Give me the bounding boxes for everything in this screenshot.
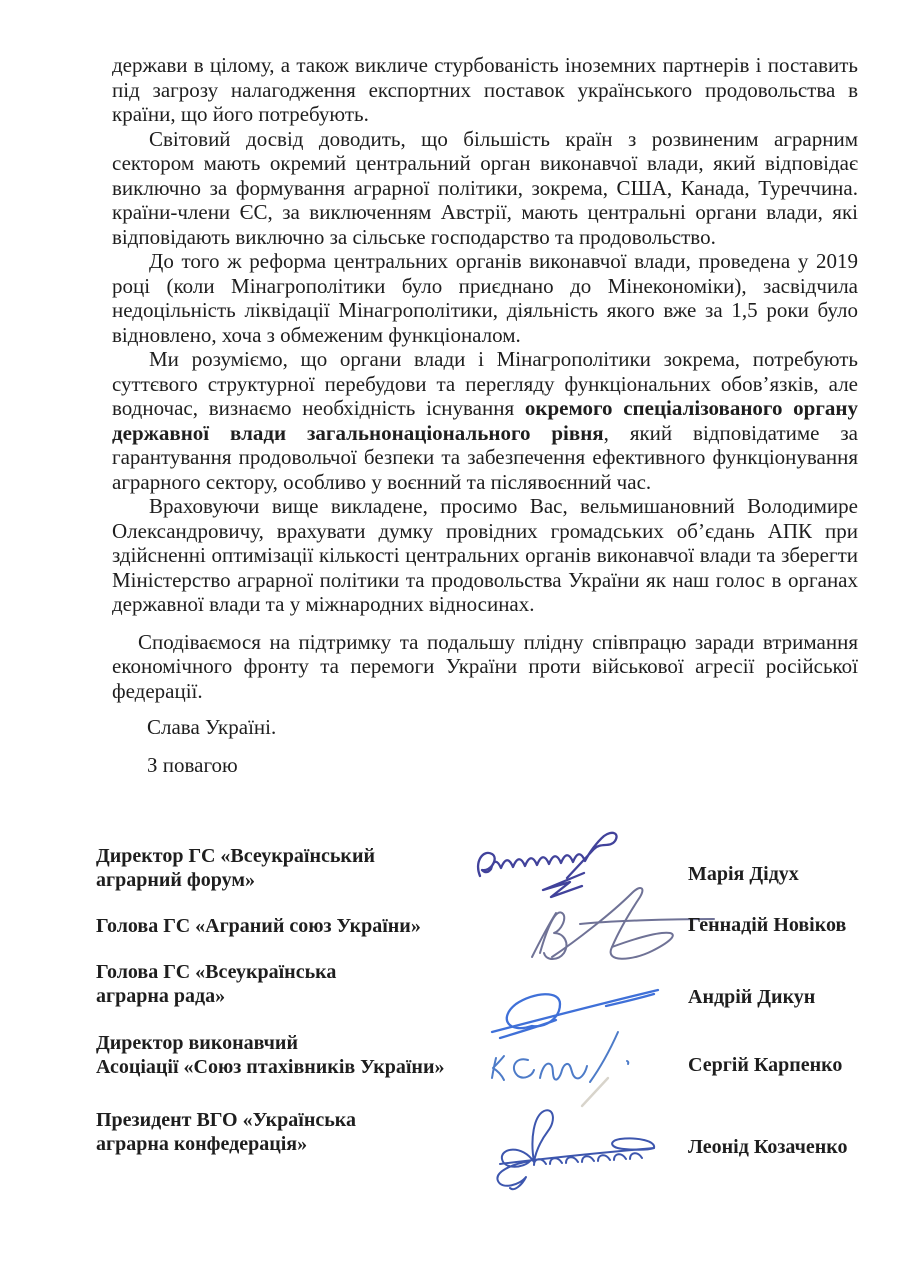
signatory-name-5: Леонід Козаченко xyxy=(688,1136,848,1158)
signatory-name-1: Марія Дідух xyxy=(688,863,799,885)
letter-paragraph-5: Враховуючи вище викладене, просимо Вас, вельмишановний Володимире Олександровичу, врахувати думку провідних громадських об’єдань АПК при здійсненні оптимізації кількості центральних органів виконавчої влади та зберегти Міністерство аграрної політики та продовольства України як наш голос в органах державної влади та у міжнародних відносинах. xyxy=(112,494,858,616)
signatory-name-3: Андрій Дикун xyxy=(688,986,816,1008)
signatory-name-2: Геннадій Новіков xyxy=(688,914,847,936)
signature-ink-4 xyxy=(488,1028,638,1108)
slava-ukraini-line: Слава Україні. xyxy=(147,715,277,739)
letter-paragraph-2: Світовий досвід доводить, що більшість країн з розвиненим аграрним сектором мають окремий центральний орган виконавчої влади, який відповідає виключно за формування аграрної політики, зокрема, США, Канада, Туреччина. країни-члени ЄС, за виключенням Австрії, мають центральні органи влади, які відповідають виключно за сільське господарство та продовольство. xyxy=(112,126,858,249)
signatory-title-5: Президент ВГО «Українська аграрна конфедерація» xyxy=(96,1109,357,1155)
letter-paragraph-4 xyxy=(112,347,858,494)
signatory-title-1: Директор ГС «Всеукраїнський аграрний форум» xyxy=(96,845,375,891)
scan-artifact-line xyxy=(582,1078,608,1106)
paragraph-4-text: Ми розуміємо, що органи влади і Мінагрополітики зокрема, потребують суттєвого структурної перебудови та перегляду функціональних обов’язків, але водночас, визнаємо необхідність існування xyxy=(112,347,858,420)
signatory-name-4: Сергій Карпенко xyxy=(688,1054,843,1076)
letter-paragraph-3: До того ж реформа центральних органів виконавчої влади, проведена у 2019 році (коли Мінагрополітики було приєднано до Мінекономіки), засвідчила недоцільність ліквідації Мінагрополітики, діяльність якого вже за 1,5 роки було відновлено, хоча з обмеженим функціоналом. xyxy=(112,249,858,347)
signatory-title-3: Голова ГС «Всеукраїнська аграрна рада» xyxy=(96,961,337,1007)
letter-body xyxy=(112,53,858,777)
letter-paragraph-6: Сподіваємося на підтримку та подальшу плідну співпрацю заради втримання економічного фронту та перемоги України проти військової агресії російської федерації. xyxy=(112,629,858,703)
signatory-title-2: Голова ГС «Аграний союз України» xyxy=(96,915,421,937)
paragraph-4-bold-phrase: окремого спеціалізованого органу державної влади загальнонаціонального рівня xyxy=(112,396,858,445)
letter-paragraph-1: держави в цілому, а також викличе стурбованість іноземних партнерів і поставить під загрозу налагодження експортних поставок українського продовольства в країни, що його потребують. xyxy=(112,53,858,126)
closing-line: З повагою xyxy=(147,752,238,777)
signature-ink-5 xyxy=(488,1104,668,1192)
signatory-title-4: Директор виконавчий Асоціації «Союз птахівників України» xyxy=(96,1032,445,1078)
paragraph-4-text-tail: , який відповідатиме за гарантування продовольчої безпеки та забезпечення ефективного функціонування аграрного сектору, особливо у воєнний та післявоєнний час. xyxy=(112,420,858,494)
